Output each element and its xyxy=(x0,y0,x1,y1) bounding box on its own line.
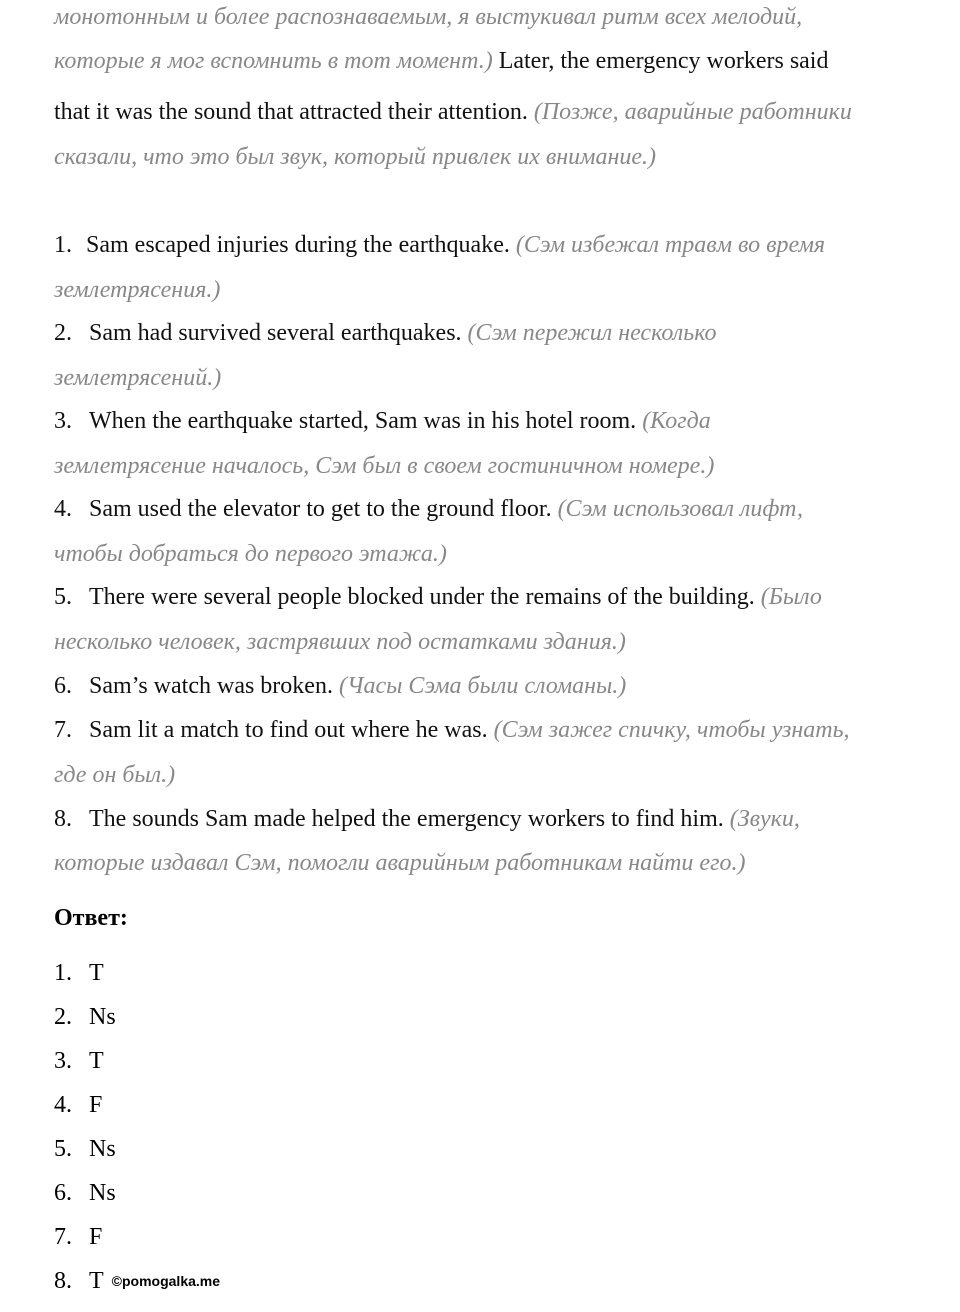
answer-value: Ns xyxy=(89,1180,116,1206)
answer-number: 8. xyxy=(54,1268,72,1294)
statement-text-en: Sam escaped injuries during the earthquake. xyxy=(86,232,510,258)
answer-value: F xyxy=(89,1092,103,1118)
statement-1-ru-cont: землетрясения.) xyxy=(54,277,221,303)
statement-number: 8. xyxy=(54,806,72,832)
intro-line-2 xyxy=(54,46,828,76)
answer-value: T xyxy=(89,1268,104,1294)
intro-line-4: сказали, что это был звук, который привлек их внимание.) xyxy=(54,144,657,170)
answer-value: T xyxy=(89,960,104,986)
answer-value: T xyxy=(89,1048,104,1074)
intro-line-2-en: Later, the emergency workers said xyxy=(498,48,829,74)
statement-number: 1. xyxy=(54,232,72,258)
answer-value: Ns xyxy=(89,1136,116,1162)
statement-text-en: Sam used the elevator to get to the ground floor. xyxy=(89,496,552,522)
answer-item-1 xyxy=(54,958,104,988)
statement-number: 5. xyxy=(54,584,72,610)
answer-value: F xyxy=(89,1224,103,1250)
statement-6 xyxy=(54,671,626,701)
statement-5 xyxy=(54,582,822,612)
answer-item-6 xyxy=(54,1178,116,1208)
intro-line-2-ru: которые я мог вспомнить в тот момент.) xyxy=(54,48,493,74)
answer-item-4 xyxy=(54,1090,102,1120)
statement-5-ru-cont: несколько человек, застрявших под остатками здания.) xyxy=(54,629,626,655)
intro-line-3 xyxy=(54,97,852,127)
statement-text-en: Sam’s watch was broken. xyxy=(89,673,333,699)
statement-3-ru-cont: землетрясение началось, Сэм был в своем гостиничном номере.) xyxy=(54,453,715,479)
statement-number: 7. xyxy=(54,717,72,743)
answer-number: 2. xyxy=(54,1004,72,1030)
answer-number: 6. xyxy=(54,1180,72,1206)
statement-text-ru: (Звуки, xyxy=(729,806,800,832)
statement-text-ru: (Когда xyxy=(642,408,711,434)
statement-number: 6. xyxy=(54,673,72,699)
statement-1 xyxy=(54,230,825,260)
answer-item-2 xyxy=(54,1002,116,1032)
statement-2-ru-cont: землетрясений.) xyxy=(54,365,222,391)
statement-text-ru: (Сэм избежал травм во время xyxy=(515,232,826,258)
answer-number: 7. xyxy=(54,1224,72,1250)
answer-number: 5. xyxy=(54,1136,72,1162)
statement-text-ru: (Сэм пережил несколько xyxy=(467,320,717,346)
watermark: ©pomogalka.me xyxy=(111,1273,221,1289)
statement-text-ru: (Сэм зажег спичку, чтобы узнать, xyxy=(493,717,850,743)
answer-number: 3. xyxy=(54,1048,72,1074)
intro-line-1: монотонным и более распознаваемым, я выстукивал ритм всех мелодий, xyxy=(54,4,803,30)
statement-text-ru: (Часы Сэма были сломаны.) xyxy=(338,673,627,699)
statement-7-ru-cont: где он был.) xyxy=(54,762,176,788)
intro-line-3-ru: (Позже, аварийные работники xyxy=(533,99,852,125)
statement-7 xyxy=(54,715,850,745)
statement-text-en: When the earthquake started, Sam was in his hotel room. xyxy=(89,408,637,434)
statement-8 xyxy=(54,804,800,834)
answer-item-7 xyxy=(54,1222,102,1252)
statement-text-en: The sounds Sam made helped the emergency workers to find him. xyxy=(89,806,724,832)
statement-3 xyxy=(54,406,711,436)
intro-line-3-en: that it was the sound that attracted their attention. xyxy=(54,99,528,125)
answer-item-3 xyxy=(54,1046,104,1076)
answer-heading: Ответ: xyxy=(54,905,128,931)
statement-text-ru: (Было xyxy=(760,584,822,610)
statement-number: 4. xyxy=(54,496,72,522)
statement-text-en: There were several people blocked under the remains of the building. xyxy=(89,584,755,610)
statement-2 xyxy=(54,318,717,348)
statement-number: 3. xyxy=(54,408,72,434)
statement-number: 2. xyxy=(54,320,72,346)
answer-item-5 xyxy=(54,1134,116,1164)
answer-value: Ns xyxy=(89,1004,116,1030)
answer-number: 4. xyxy=(54,1092,72,1118)
answer-item-8 xyxy=(54,1266,220,1296)
statement-4 xyxy=(54,494,803,524)
statement-text-en: Sam lit a match to find out where he was. xyxy=(89,717,488,743)
statement-8-ru-cont: которые издавал Сэм, помогли аварийным работникам найти его.) xyxy=(54,850,746,876)
statement-text-ru: (Сэм использовал лифт, xyxy=(557,496,804,522)
statement-text-en: Sam had survived several earthquakes. xyxy=(89,320,462,346)
statement-4-ru-cont: чтобы добраться до первого этажа.) xyxy=(54,541,447,567)
answer-number: 1. xyxy=(54,960,72,986)
